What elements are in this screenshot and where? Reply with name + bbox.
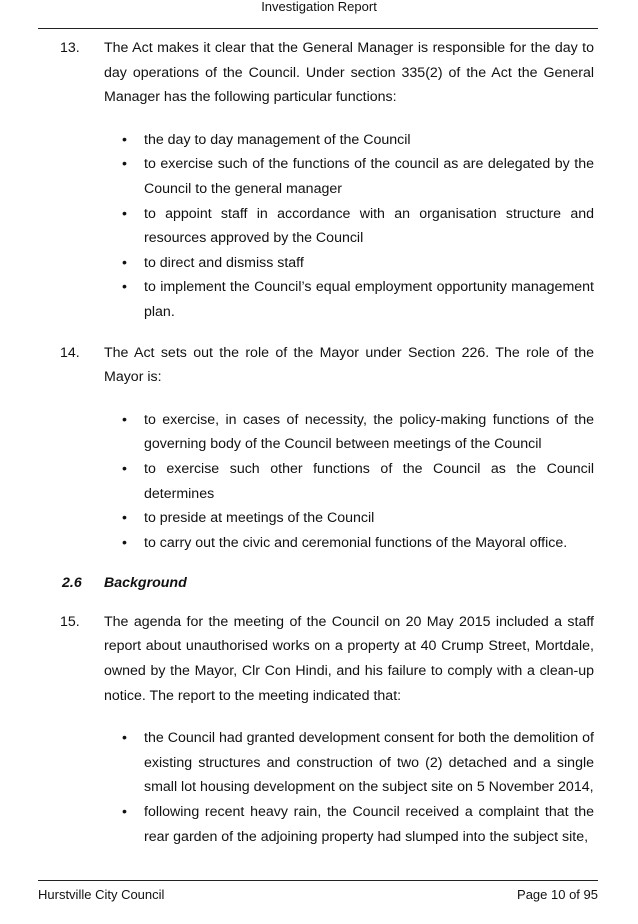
paragraph-text: The agenda for the meeting of the Council on 20 May 2015 included a staff report about unauthorised works on a property at 40 Crump Street, Mortdale, owned by the Mayor, Clr Con Hindi, and his failure to comply with a clean-up notice. The report to the meeting indicated that: — [104, 613, 594, 704]
bullet-icon: • — [122, 411, 127, 428]
section-number: 2.6 — [62, 575, 82, 592]
bullet-icon: • — [122, 730, 127, 747]
list-item: • to implement the Council’s equal employment opportunity management plan. — [122, 275, 594, 324]
paragraph-number: 15. — [60, 613, 80, 630]
paragraph-number: 13. — [60, 40, 80, 56]
page-header: Investigation Report — [261, 0, 377, 14]
header-rule — [38, 28, 598, 29]
paragraph-number: 14. — [60, 344, 80, 361]
list-item: • to appoint staff in accordance with an organisation structure and resources approved by the Council — [122, 202, 594, 251]
list-item: • to direct and dismiss staff — [122, 251, 594, 276]
bullet-icon: • — [122, 156, 127, 173]
section-title: Background — [104, 575, 187, 592]
paragraph-text: The Act makes it clear that the General Manager is responsible for the day to day operations of the Council. Under section 335(2) of the Act the General Manager has the following particular functions: — [104, 40, 594, 106]
list-item: • to carry out the civic and ceremonial functions of the Mayoral office. — [122, 531, 594, 556]
bullet-icon: • — [122, 205, 127, 222]
footer-rule — [38, 880, 598, 881]
paragraph-13 — [60, 36, 594, 110]
report-findings-list — [60, 726, 594, 849]
gm-functions-list — [60, 128, 594, 325]
page-number: Page 10 of 95 — [517, 887, 598, 902]
bullet-icon: • — [122, 510, 127, 527]
page-footer — [38, 887, 598, 903]
bullet-icon: • — [122, 460, 127, 477]
section-heading — [62, 571, 594, 596]
paragraph-15 — [60, 610, 594, 708]
list-item: • following recent heavy rain, the Council received a complaint that the rear garden of the adjoining property had slumped into the subject site, — [122, 800, 594, 849]
bullet-icon: • — [122, 534, 127, 551]
bullet-icon: • — [122, 254, 127, 271]
list-item: • to exercise such of the functions of the council as are delegated by the Council to the general manager — [122, 152, 594, 201]
bullet-icon: • — [122, 131, 127, 148]
mayor-role-list — [60, 408, 594, 556]
paragraph-14 — [60, 341, 594, 390]
footer-organisation: Hurstville City Council — [38, 887, 165, 902]
paragraph-text: The Act sets out the role of the Mayor under Section 226. The role of the Mayor is: — [104, 344, 594, 386]
list-item: • the Council had granted development consent for both the demolition of existing structures and construction of two (2) detached and a single small lot housing development on the subject site on 5 November 2014, — [122, 726, 594, 800]
list-item: • to exercise such other functions of the Council as the Council determines — [122, 457, 594, 506]
list-item: • to exercise, in cases of necessity, the policy-making functions of the governing body of the Council between meetings of the Council — [122, 408, 594, 457]
bullet-icon: • — [122, 279, 127, 296]
list-item: • the day to day management of the Council — [122, 128, 594, 153]
list-item: • to preside at meetings of the Council — [122, 506, 594, 531]
document-body — [60, 36, 594, 865]
bullet-icon: • — [122, 804, 127, 821]
